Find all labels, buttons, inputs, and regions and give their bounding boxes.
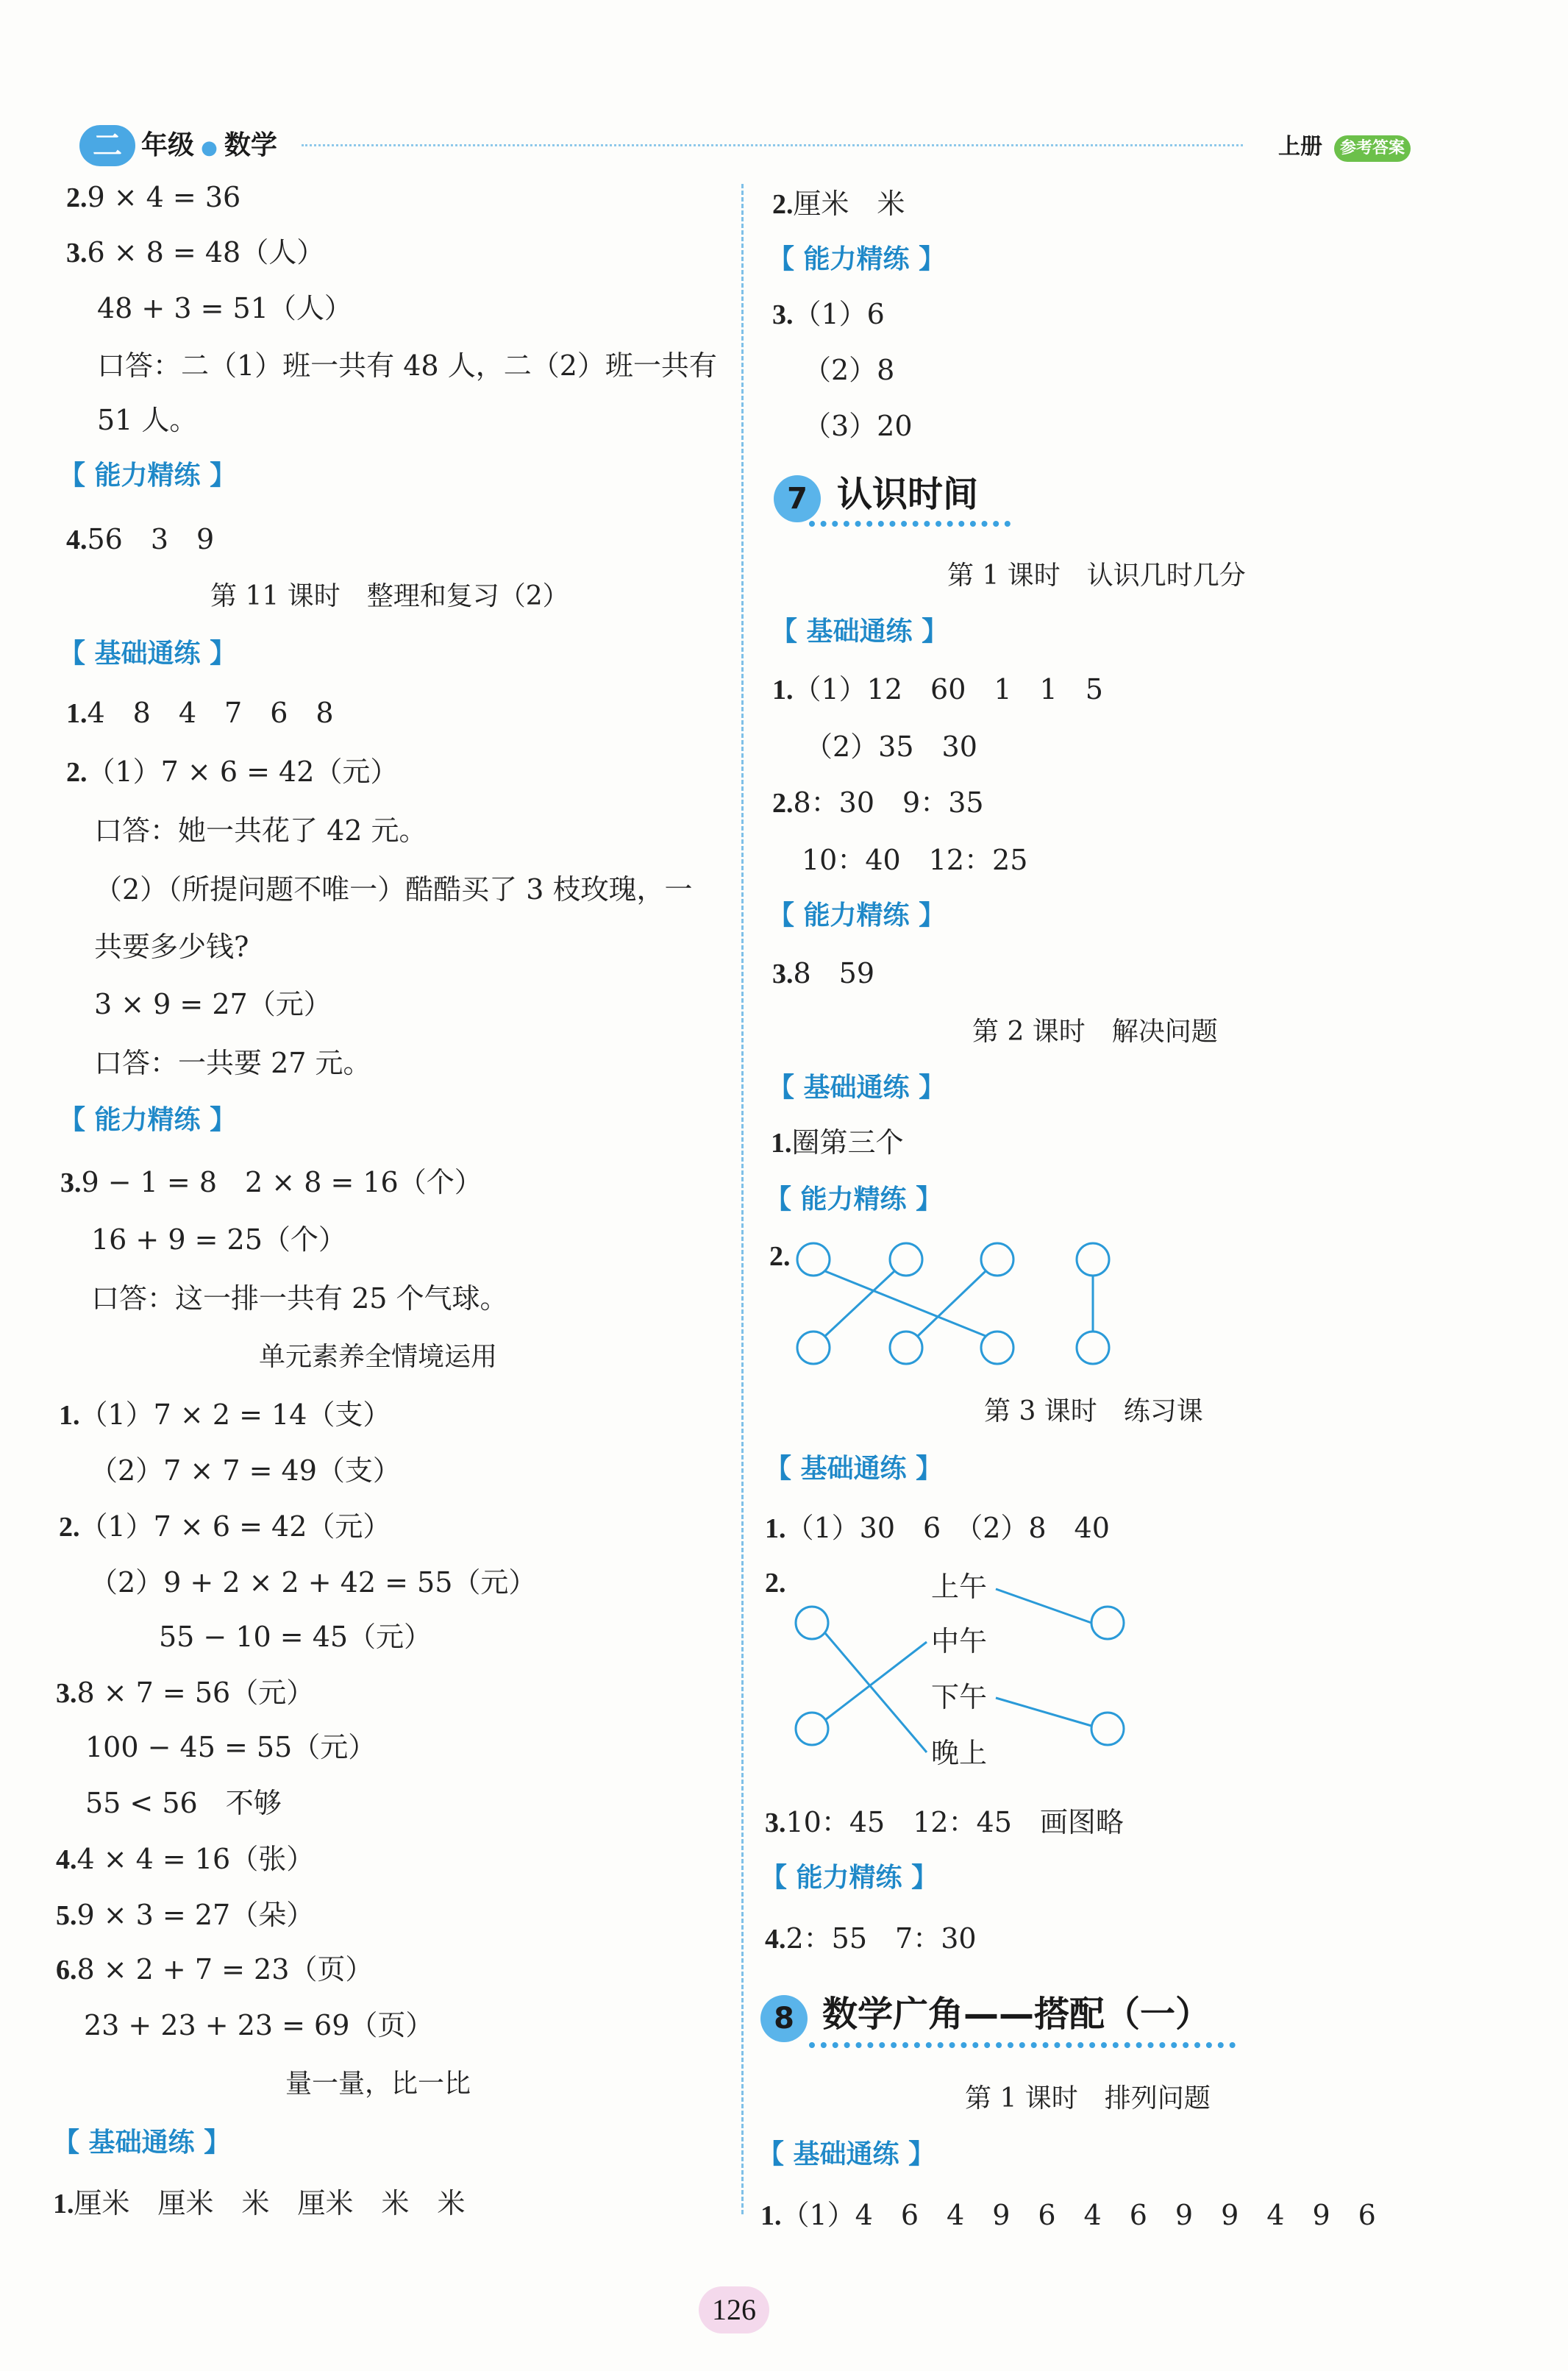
lesson-title: 第 2 课时 解决问题 (972, 1017, 1218, 1047)
answer-line: 5.9 × 3 = 27（朵） (56, 1899, 315, 1931)
left-circle-bottom (796, 1713, 828, 1745)
answer-line: 2.（1）7 × 6 = 42（元） (59, 1510, 391, 1543)
answer-line: 10：40 12：25 (802, 844, 1028, 876)
answer-line: 2. (769, 1241, 791, 1272)
header-volume: 上册 (1278, 134, 1322, 160)
answer-line: 2.8：30 9：35 (772, 786, 984, 819)
section-label: 【 基础通练 】 (768, 1073, 946, 1103)
answer-key-badge: 参考答案 (1334, 135, 1411, 162)
answer-line: 3.9 − 1 = 8 2 × 8 = 16（个） (60, 1166, 482, 1198)
answer-line: 口答：一共要 27 元。 (94, 1047, 371, 1079)
page-number: 126 (699, 2286, 769, 2333)
answer-line: （2）7 × 7 = 49（支） (90, 1454, 401, 1487)
section-label: 【 基础通练 】 (53, 2127, 231, 2158)
answer-line: 4.56 3 9 (66, 523, 215, 555)
answer-line: 100 − 45 = 55（元） (85, 1731, 377, 1763)
answer-line: （2）9 + 2 × 2 + 42 = 55（元） (90, 1566, 537, 1599)
answer-line: 共要多少钱? (94, 931, 249, 963)
section-label: 【 能力精练 】 (59, 461, 237, 491)
answer-line: 4.2：55 7：30 (765, 1922, 977, 1955)
answer-line: 口答：这一排一共有 25 个气球。 (91, 1282, 508, 1315)
bottom-circle-1 (797, 1332, 830, 1364)
answer-line: 3.10：45 12：45 画图略 (765, 1806, 1124, 1838)
lesson-title: 量一量，比一比 (285, 2069, 471, 2099)
bottom-circle-3 (981, 1332, 1013, 1364)
lesson-title: 第 1 课时 认识几时几分 (947, 561, 1246, 591)
answer-line: 1.（1）4 6 4 9 6 4 6 9 9 4 9 6 (760, 2199, 1376, 2231)
answer-line: 23 + 23 + 23 = 69（页） (84, 2009, 434, 2041)
answer-line: 1.（1）30 6 （2）8 40 (765, 1512, 1110, 1544)
answer-line: 16 + 9 = 25（个） (91, 1223, 346, 1256)
bottom-circle-4 (1077, 1332, 1109, 1364)
answer-line: 3.6 × 8 = 48（人） (66, 236, 325, 269)
word-afternoon: 下午 (931, 1681, 988, 1713)
answer-line: 口答：二（1）班一共有 48 人，二（2）班一共有 (97, 349, 717, 382)
lesson-title: 第 11 课时 整理和复习（2） (210, 581, 569, 611)
answer-line: 6.8 × 2 + 7 = 23（页） (56, 1953, 374, 1986)
answer-line: 3.8 59 (772, 957, 875, 989)
section-label: 【 能力精练 】 (768, 244, 946, 274)
match-line (825, 1271, 894, 1336)
section-label: 【 基础通练 】 (771, 616, 949, 647)
answer-line: （3）20 (803, 410, 913, 442)
answer-line: （2）8 (803, 354, 895, 386)
section-label: 【 基础通练 】 (758, 2139, 936, 2169)
answer-line: 2.9 × 4 = 36 (66, 181, 241, 213)
lesson-title: 第 3 课时 练习课 (984, 1396, 1203, 1426)
answer-line: 1.（1）7 × 2 = 14（支） (59, 1398, 391, 1431)
section-label: 【 基础通练 】 (59, 639, 237, 669)
right-circle-top (1091, 1607, 1124, 1639)
column-divider (741, 184, 744, 2214)
answer-line: 3 × 9 = 27（元） (94, 988, 332, 1020)
answer-line: 1.（1）12 60 1 1 5 (772, 673, 1103, 705)
section-label: 【 基础通练 】 (765, 1454, 943, 1484)
answer-line: 1.圈第三个 (771, 1126, 904, 1159)
top-circle-1 (797, 1243, 830, 1276)
right-circle-bottom (1091, 1713, 1124, 1745)
match-line (918, 1271, 986, 1336)
word-noon: 中午 (931, 1625, 988, 1657)
matching-diagram-circles (780, 1236, 1133, 1376)
top-circle-2 (890, 1243, 922, 1276)
top-circle-3 (981, 1243, 1013, 1276)
header-grade-label: 年级 ● 数学 (141, 130, 277, 160)
word-morning: 上午 (931, 1571, 988, 1603)
answer-line: 3.（1）6 (772, 298, 885, 330)
section-label: 【 能力精练 】 (760, 1863, 938, 1893)
chapter-7-number: 7 (774, 475, 821, 522)
answer-line: 2.（1）7 × 6 = 42（元） (66, 756, 399, 788)
header-rule (302, 144, 1243, 146)
chapter-underline (809, 2042, 1236, 2048)
answer-line: 2.厘米 米 (772, 188, 905, 220)
unit-title: 单元素养全情境运用 (259, 1342, 498, 1372)
section-label: 【 能力精练 】 (768, 900, 946, 931)
match-line (996, 1698, 1091, 1726)
top-circle-4 (1077, 1243, 1109, 1276)
match-line (825, 1633, 927, 1752)
bottom-circle-2 (890, 1332, 922, 1364)
word-evening: 晚上 (931, 1737, 988, 1769)
match-line (825, 1642, 927, 1720)
answer-line: 3.8 × 7 = 56（元） (56, 1677, 315, 1709)
chapter-underline (809, 521, 1011, 527)
section-label: 【 能力精练 】 (765, 1184, 943, 1215)
match-line (996, 1589, 1091, 1623)
answer-line: 4.4 × 4 = 16（张） (56, 1843, 315, 1875)
answer-line: 55 − 10 = 45（元） (159, 1621, 432, 1653)
time-matching-diagram (780, 1582, 1133, 1766)
chapter-8-title: 数学广角——搭配（一） (822, 1994, 1211, 2035)
answer-line: 51 人。 (97, 404, 198, 436)
section-label: 【 能力精练 】 (59, 1105, 237, 1135)
answer-line: 48 + 3 = 51（人） (97, 292, 352, 324)
match-line (825, 1271, 986, 1336)
answer-line: 2. (765, 1568, 786, 1599)
left-circle-top (796, 1607, 828, 1639)
lesson-title: 第 1 课时 排列问题 (965, 2083, 1211, 2114)
answer-line: 55 < 56 不够 (85, 1787, 282, 1819)
answer-line: 口答：她一共花了 42 元。 (94, 814, 427, 847)
chapter-8-number: 8 (760, 1995, 808, 2042)
grade-badge: 二 (79, 125, 135, 166)
answer-line: 1.4 8 4 7 6 8 (66, 697, 334, 729)
chapter-7-title: 认识时间 (837, 474, 979, 515)
answer-line: （2）35 30 (805, 731, 977, 763)
answer-line: 1.厘米 厘米 米 厘米 米 米 (53, 2187, 466, 2219)
answer-line: （2）（所提问题不唯一）酷酷买了 3 枝玫瑰，一 (94, 873, 693, 906)
